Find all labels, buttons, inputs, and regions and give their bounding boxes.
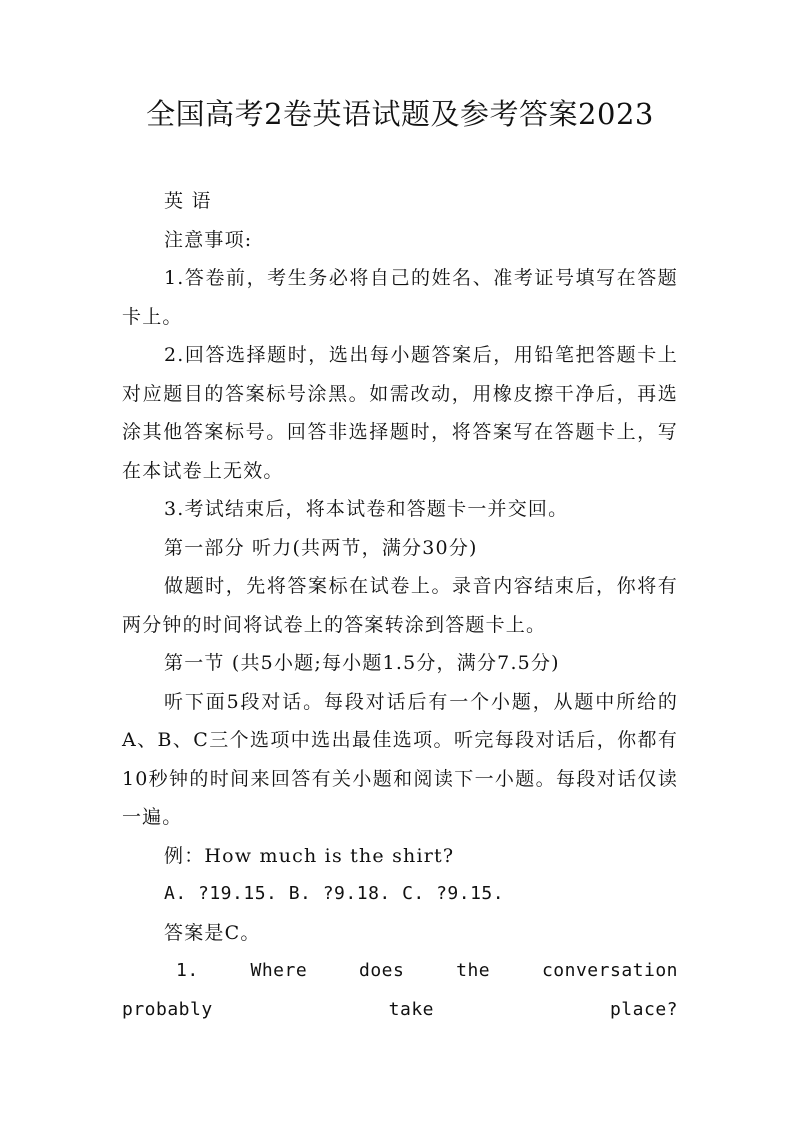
subject-label: 英 语	[164, 190, 212, 212]
part-one-instructions: 做题时，先将答案标在试卷上。录音内容结束后，你将有两分钟的时间将试卷上的答案转涂到答题卡上。	[122, 575, 678, 636]
section-one-heading: 第一节 (共5小题;每小题1.5分，满分7.5分)	[164, 652, 560, 674]
example-options: A. ?19.15. B. ?9.18. C. ?9.15.	[164, 883, 505, 904]
example-answer: 答案是C。	[164, 921, 261, 944]
example-question: 例：How much is the shirt?	[164, 844, 455, 867]
notice-heading: 注意事项:	[164, 228, 253, 251]
part-one-heading: 第一部分 听力(共两节，满分30分)	[164, 536, 478, 559]
notice-item-1: 1.答卷前，考生务必将自己的姓名、准考证号填写在答题卡上。	[122, 267, 678, 328]
section-one-instructions: 听下面5段对话。每段对话后有一个小题，从题中所给的A、B、C三个选项中选出最佳选项。听完每段对话后，你都有10秒钟的时间来回答有关小题和阅读下一小题。每段对话仅读一遍。	[122, 690, 678, 828]
document-body	[122, 182, 678, 1029]
notice-item-3: 3.考试结束后，将本试卷和答题卡一并交回。	[164, 498, 569, 520]
notice-item-2: 2.回答选择题时，选出每小题答案后，用铅笔把答题卡上对应题目的答案标号涂黑。如需改动，用橡皮擦干净后，再选涂其他答案标号。回答非选择题时，将答案写在答题卡上，写在本试卷上无效。	[122, 344, 678, 482]
question-1: 1. Where does the conversation probably take place?	[122, 960, 678, 1020]
document-title: 全国高考2卷英语试题及参考答案2023	[146, 97, 654, 131]
